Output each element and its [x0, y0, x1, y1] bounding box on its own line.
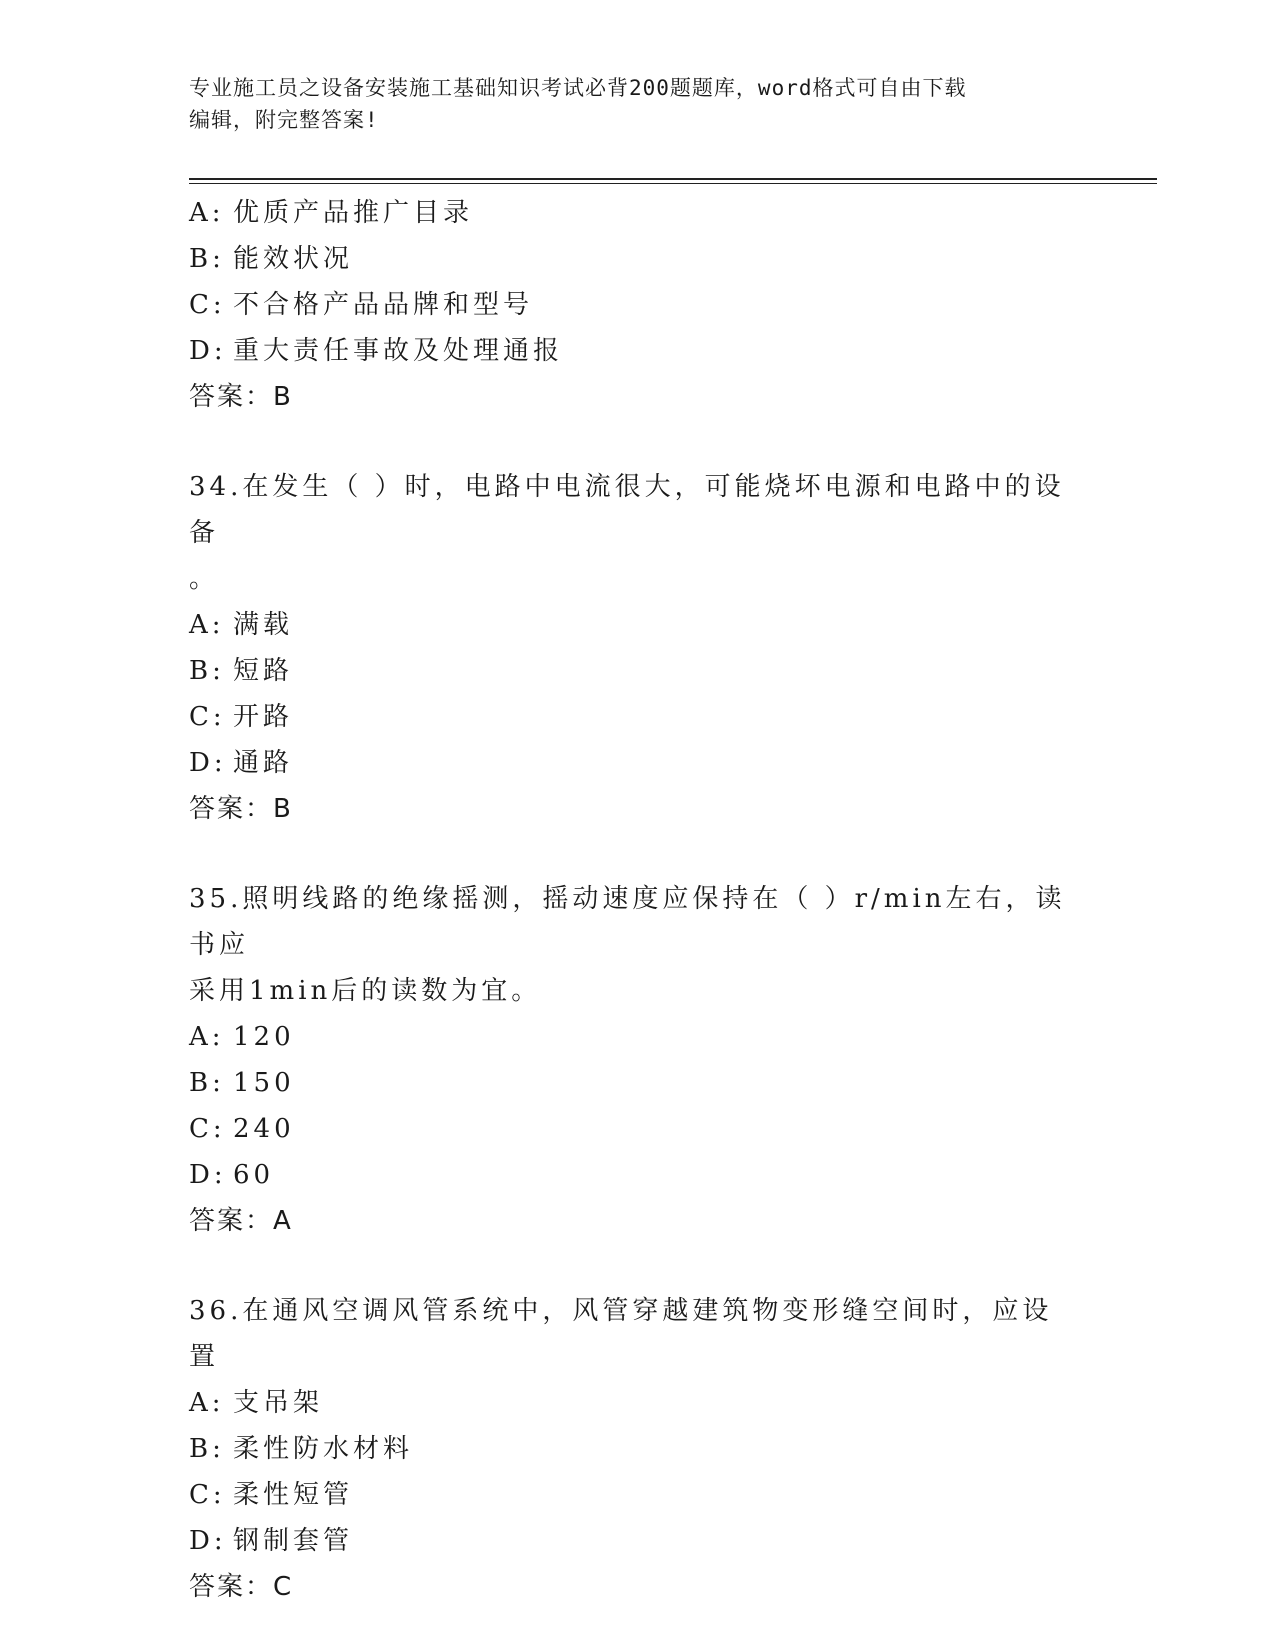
answer-line: 答案：C: [189, 1572, 294, 1602]
header-line-1: 专业施工员之设备安装施工基础知识考试必背200题题库，word格式可自由下载: [189, 76, 967, 100]
option-text: 支吊架: [233, 1388, 324, 1418]
option-text: 能效状况: [233, 244, 354, 274]
option-letter: A:: [189, 198, 225, 228]
option-letter: B:: [189, 244, 225, 274]
option-a: [189, 190, 1089, 236]
option-text: 短路: [233, 656, 294, 686]
header-divider-thin: [189, 183, 1157, 184]
spacer: [189, 832, 1089, 876]
document-header: [189, 72, 1069, 136]
option-letter: C:: [189, 702, 226, 732]
option-letter: D:: [189, 336, 227, 366]
option-letter: B:: [189, 1434, 225, 1464]
option-text: 优质产品推广目录: [233, 198, 474, 228]
option-b: [189, 648, 1089, 694]
option-c: [189, 1106, 1089, 1152]
option-text: 150: [233, 1068, 295, 1098]
question-stem-continued: 采用1min后的读数为宜。: [189, 976, 542, 1006]
question-block-36: [189, 1288, 1089, 1610]
option-letter: A:: [189, 610, 225, 640]
option-d: [189, 1152, 1089, 1198]
document-body: [189, 190, 1089, 1610]
option-letter: C:: [189, 1480, 226, 1510]
option-b: [189, 236, 1089, 282]
option-c: [189, 1472, 1089, 1518]
option-letter: C:: [189, 1114, 226, 1144]
option-c: [189, 282, 1089, 328]
option-d: [189, 1518, 1089, 1564]
option-a: [189, 1380, 1089, 1426]
option-letter: B:: [189, 1068, 225, 1098]
question-stem: 34.在发生（ ）时，电路中电流很大，可能烧坏电源和电路中的设备: [189, 472, 1065, 548]
option-text: 重大责任事故及处理通报: [233, 336, 564, 366]
header-divider-thick: [189, 178, 1157, 180]
option-text: 满载: [233, 610, 294, 640]
option-c: [189, 694, 1089, 740]
option-text: 钢制套管: [233, 1526, 354, 1556]
option-letter: C:: [189, 290, 226, 320]
option-b: [189, 1426, 1089, 1472]
option-text: 60: [233, 1160, 275, 1190]
option-d: [189, 740, 1089, 786]
option-text: 240: [233, 1114, 295, 1144]
spacer: [189, 1244, 1089, 1288]
question-block-34: [189, 464, 1089, 832]
option-a: [189, 1014, 1089, 1060]
question-block-35: [189, 876, 1089, 1244]
answer-line: 答案：B: [189, 382, 293, 412]
option-letter: A:: [189, 1388, 225, 1418]
spacer: [189, 420, 1089, 464]
option-letter: D:: [189, 1526, 227, 1556]
question-stem: 35.照明线路的绝缘摇测，摇动速度应保持在（ ）r/min左右，读书应: [189, 884, 1066, 960]
option-text: 柔性短管: [233, 1480, 354, 1510]
option-text: 柔性防水材料: [233, 1434, 414, 1464]
option-text: 开路: [233, 702, 294, 732]
option-letter: D:: [189, 1160, 227, 1190]
option-letter: A:: [189, 1022, 225, 1052]
option-text: 不合格产品品牌和型号: [233, 290, 534, 320]
option-text: 120: [233, 1022, 295, 1052]
answer-line: 答案：B: [189, 794, 293, 824]
option-a: [189, 602, 1089, 648]
header-line-2: 编辑，附完整答案!: [189, 108, 379, 132]
option-d: [189, 328, 1089, 374]
option-text: 通路: [233, 748, 294, 778]
answer-line: 答案：A: [189, 1206, 293, 1236]
question-stem: 36.在通风空调风管系统中，风管穿越建筑物变形缝空间时，应设置: [189, 1296, 1053, 1372]
option-letter: B:: [189, 656, 225, 686]
question-stem-continued: 。: [189, 564, 220, 594]
question-block-prev: [189, 190, 1089, 420]
option-b: [189, 1060, 1089, 1106]
option-letter: D:: [189, 748, 227, 778]
